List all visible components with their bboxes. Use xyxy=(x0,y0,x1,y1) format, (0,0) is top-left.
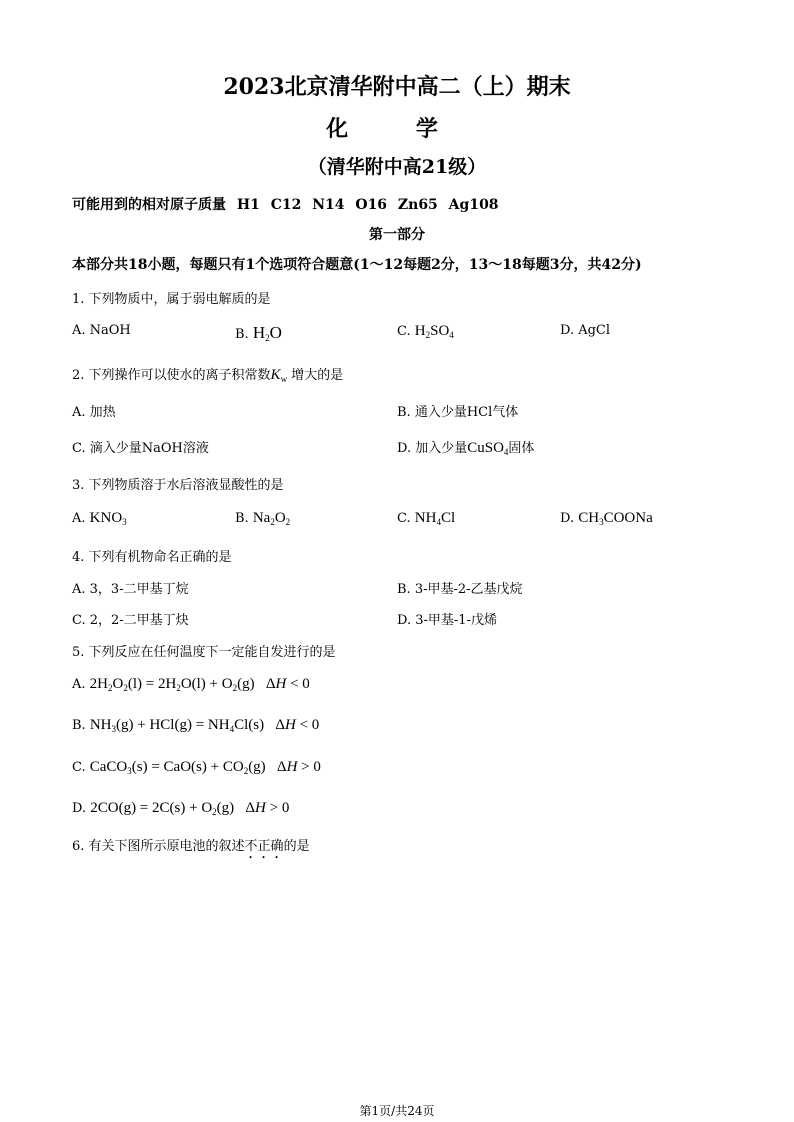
question-1-stem: 1. 下列物质中，属于弱电解质的是 xyxy=(72,292,271,307)
q1-option-c-label: C. xyxy=(397,324,411,339)
q4-option-a: A. 3，3-二甲基丁烷 xyxy=(72,582,189,597)
q1-option-c-formula: $H_2SO_4$ xyxy=(414,323,454,340)
q6-stem-post: 的是 xyxy=(283,839,310,854)
q3-option-a-formula: $KNO_3$ xyxy=(89,510,127,527)
q2-option-d-pre: D. 加入少量 xyxy=(397,441,468,456)
q2-option-c: C. 滴入少量NaOH溶液 xyxy=(72,441,209,456)
q2-stem-post: 增大的是 xyxy=(291,368,344,383)
q5-option-b-equation: $NH_3(g) + HCl(g) = NH_4Cl(s) \Delta H < 0$ xyxy=(89,717,320,734)
atomic-masses: 可能用到的相对原子质量 H1 C12 N14 O16 Zn65 Ag108 xyxy=(72,197,499,213)
question-2-stem xyxy=(72,364,343,384)
q5-option-d-equation: $2CO(g) = 2C(s) + O_2(g) \Delta H > 0$ xyxy=(90,800,290,817)
q5-option-c-label: C. xyxy=(72,760,86,775)
q3-option-b-label: B. xyxy=(235,511,249,526)
part-title: 第一部分 xyxy=(369,227,425,243)
q4-option-b: B. 3-甲基-2-乙基戊烷 xyxy=(397,582,523,597)
part-intro: 本部分共18小题，每题只有1个选项符合题意(1～12每题2分，13～18每题3分，共42分) xyxy=(72,257,642,273)
q2-kw-symbol: $K_w$ xyxy=(270,367,288,384)
q2-option-d-post: 固体 xyxy=(508,441,535,456)
q5-option-a-label: A. xyxy=(72,677,86,692)
q3-option-d-formula: $CH_3COONa$ xyxy=(578,510,653,527)
q5-option-d-label: D. xyxy=(72,801,87,816)
q1-option-b-formula: $H_2O$ xyxy=(252,323,282,343)
q6-stem-emphasis: 不正确 xyxy=(244,839,284,854)
q4-option-d: D. 3-甲基-1-戊烯 xyxy=(397,613,497,628)
q2-stem-pre: 2. 下列操作可以使水的离子积常数 xyxy=(72,368,271,383)
question-6-stem xyxy=(72,835,310,862)
question-4-stem: 4. 下列有机物命名正确的是 xyxy=(72,550,232,565)
q5-option-b-label: B. xyxy=(72,718,86,733)
q3-option-b xyxy=(235,510,290,527)
q3-option-c-label: C. xyxy=(397,511,411,526)
q5-option-b xyxy=(72,717,319,734)
q1-option-a: A. NaOH xyxy=(72,323,131,338)
q1-option-d: D. AgCl xyxy=(560,323,611,338)
q2-option-d-formula: CuSO$_4$ xyxy=(467,440,509,457)
question-3-stem: 3. 下列物质溶于水后溶液显酸性的是 xyxy=(72,478,284,493)
q1-option-b xyxy=(235,323,282,343)
q1-option-c xyxy=(397,323,454,340)
q6-stem-pre: 6. 有关下图所示原电池的叙述 xyxy=(72,839,245,854)
q2-option-d xyxy=(397,437,534,457)
q5-option-a xyxy=(72,676,310,693)
q3-option-d-label: D. xyxy=(560,511,575,526)
q5-option-a-equation: $2H_2O_2(l) = 2H_2O(l) + O_2(g) \Delta H < 0$ xyxy=(89,676,310,693)
q3-option-a-label: A. xyxy=(72,511,86,526)
question-5-stem: 5. 下列反应在任何温度下一定能自发进行的是 xyxy=(72,645,336,660)
q5-option-d xyxy=(72,800,289,817)
page-footer: 第1页/共24页 xyxy=(359,1104,435,1118)
q5-option-c-equation: CaCO$_3$(s) = $CaO(s) + CO_2(g) \Delta H > 0$ xyxy=(89,759,321,776)
q5-option-c xyxy=(72,759,321,776)
q3-option-b-formula: $Na_2O_2$ xyxy=(252,510,291,527)
subject-title: 化 学 xyxy=(326,116,468,142)
q2-option-a: A. 加热 xyxy=(72,405,116,420)
grade-subtitle: （清华附中高21级） xyxy=(307,156,487,178)
q2-option-b: B. 通入少量HCl气体 xyxy=(397,405,519,420)
q3-option-c xyxy=(397,510,455,527)
q3-option-c-formula: $NH_4Cl$ xyxy=(414,510,456,527)
q3-option-d xyxy=(560,510,653,527)
q1-option-b-label: B. xyxy=(235,327,249,342)
page-title: 2023北京清华附中高二（上）期末 xyxy=(223,74,571,100)
q3-option-a xyxy=(72,510,127,527)
q4-option-c: C. 2，2-二甲基丁炔 xyxy=(72,613,189,628)
